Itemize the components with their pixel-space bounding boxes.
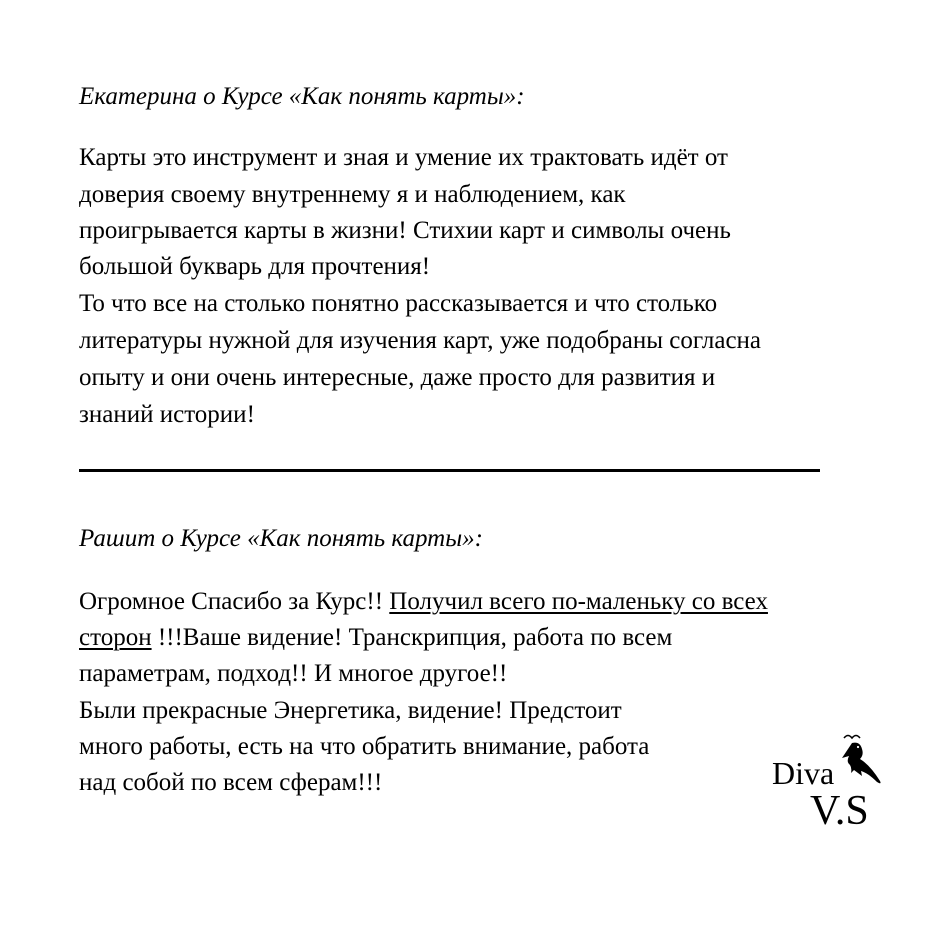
review-text-ekaterina — [79, 139, 761, 433]
review-text-segment: Огромное Спасибо за Курс!! — [79, 588, 390, 615]
review-line: над собой по всем сферам!!! — [79, 769, 383, 796]
underlined-phrase: сторон — [79, 624, 152, 651]
review-line: доверия своему внутреннему я и наблюдением, как — [79, 181, 626, 208]
diva-vs-logo — [770, 730, 890, 840]
review-line: Карты это инструмент и зная и умение их трактовать идёт от — [79, 144, 728, 171]
underlined-phrase: Получил всего по-маленьку со всех — [389, 588, 768, 615]
section-divider — [79, 469, 820, 472]
review-heading-ekaterina: Екатерина о Курсе «Как понять карты»: — [79, 83, 525, 110]
review-line: Были прекрасные Энергетика, видение! Предстоит — [79, 697, 622, 724]
review-line: большой букварь для прочтения! — [79, 253, 431, 280]
logo-text-bottom: V.S — [810, 788, 869, 834]
review-line: много работы, есть на что обратить внимание, работа — [79, 733, 650, 760]
review-heading-rashit: Рашит о Курсе «Как понять карты»: — [79, 525, 483, 552]
raven-icon — [842, 736, 881, 784]
review-line: То что все на столько понятно рассказывается и что столько — [79, 290, 718, 317]
review-line — [79, 619, 768, 655]
review-line: параметрам, подход!! И многое другое!! — [79, 660, 508, 687]
review-line: проигрывается карты в жизни! Стихии карт и символы очень — [79, 217, 731, 244]
review-text-rashit — [79, 583, 768, 801]
review-line: знаний истории! — [79, 401, 255, 428]
review-text-segment: !!!Ваше видение! Транскрипция, работа по всем — [151, 624, 673, 651]
review-line: литературы нужной для изучения карт, уже подобраны согласна — [79, 327, 762, 354]
logo-graphic — [770, 730, 890, 840]
logo-text-top: Diva — [772, 755, 835, 791]
review-line: опыту и они очень интересные, даже просто для развития и — [79, 364, 716, 391]
review-line — [79, 583, 768, 619]
